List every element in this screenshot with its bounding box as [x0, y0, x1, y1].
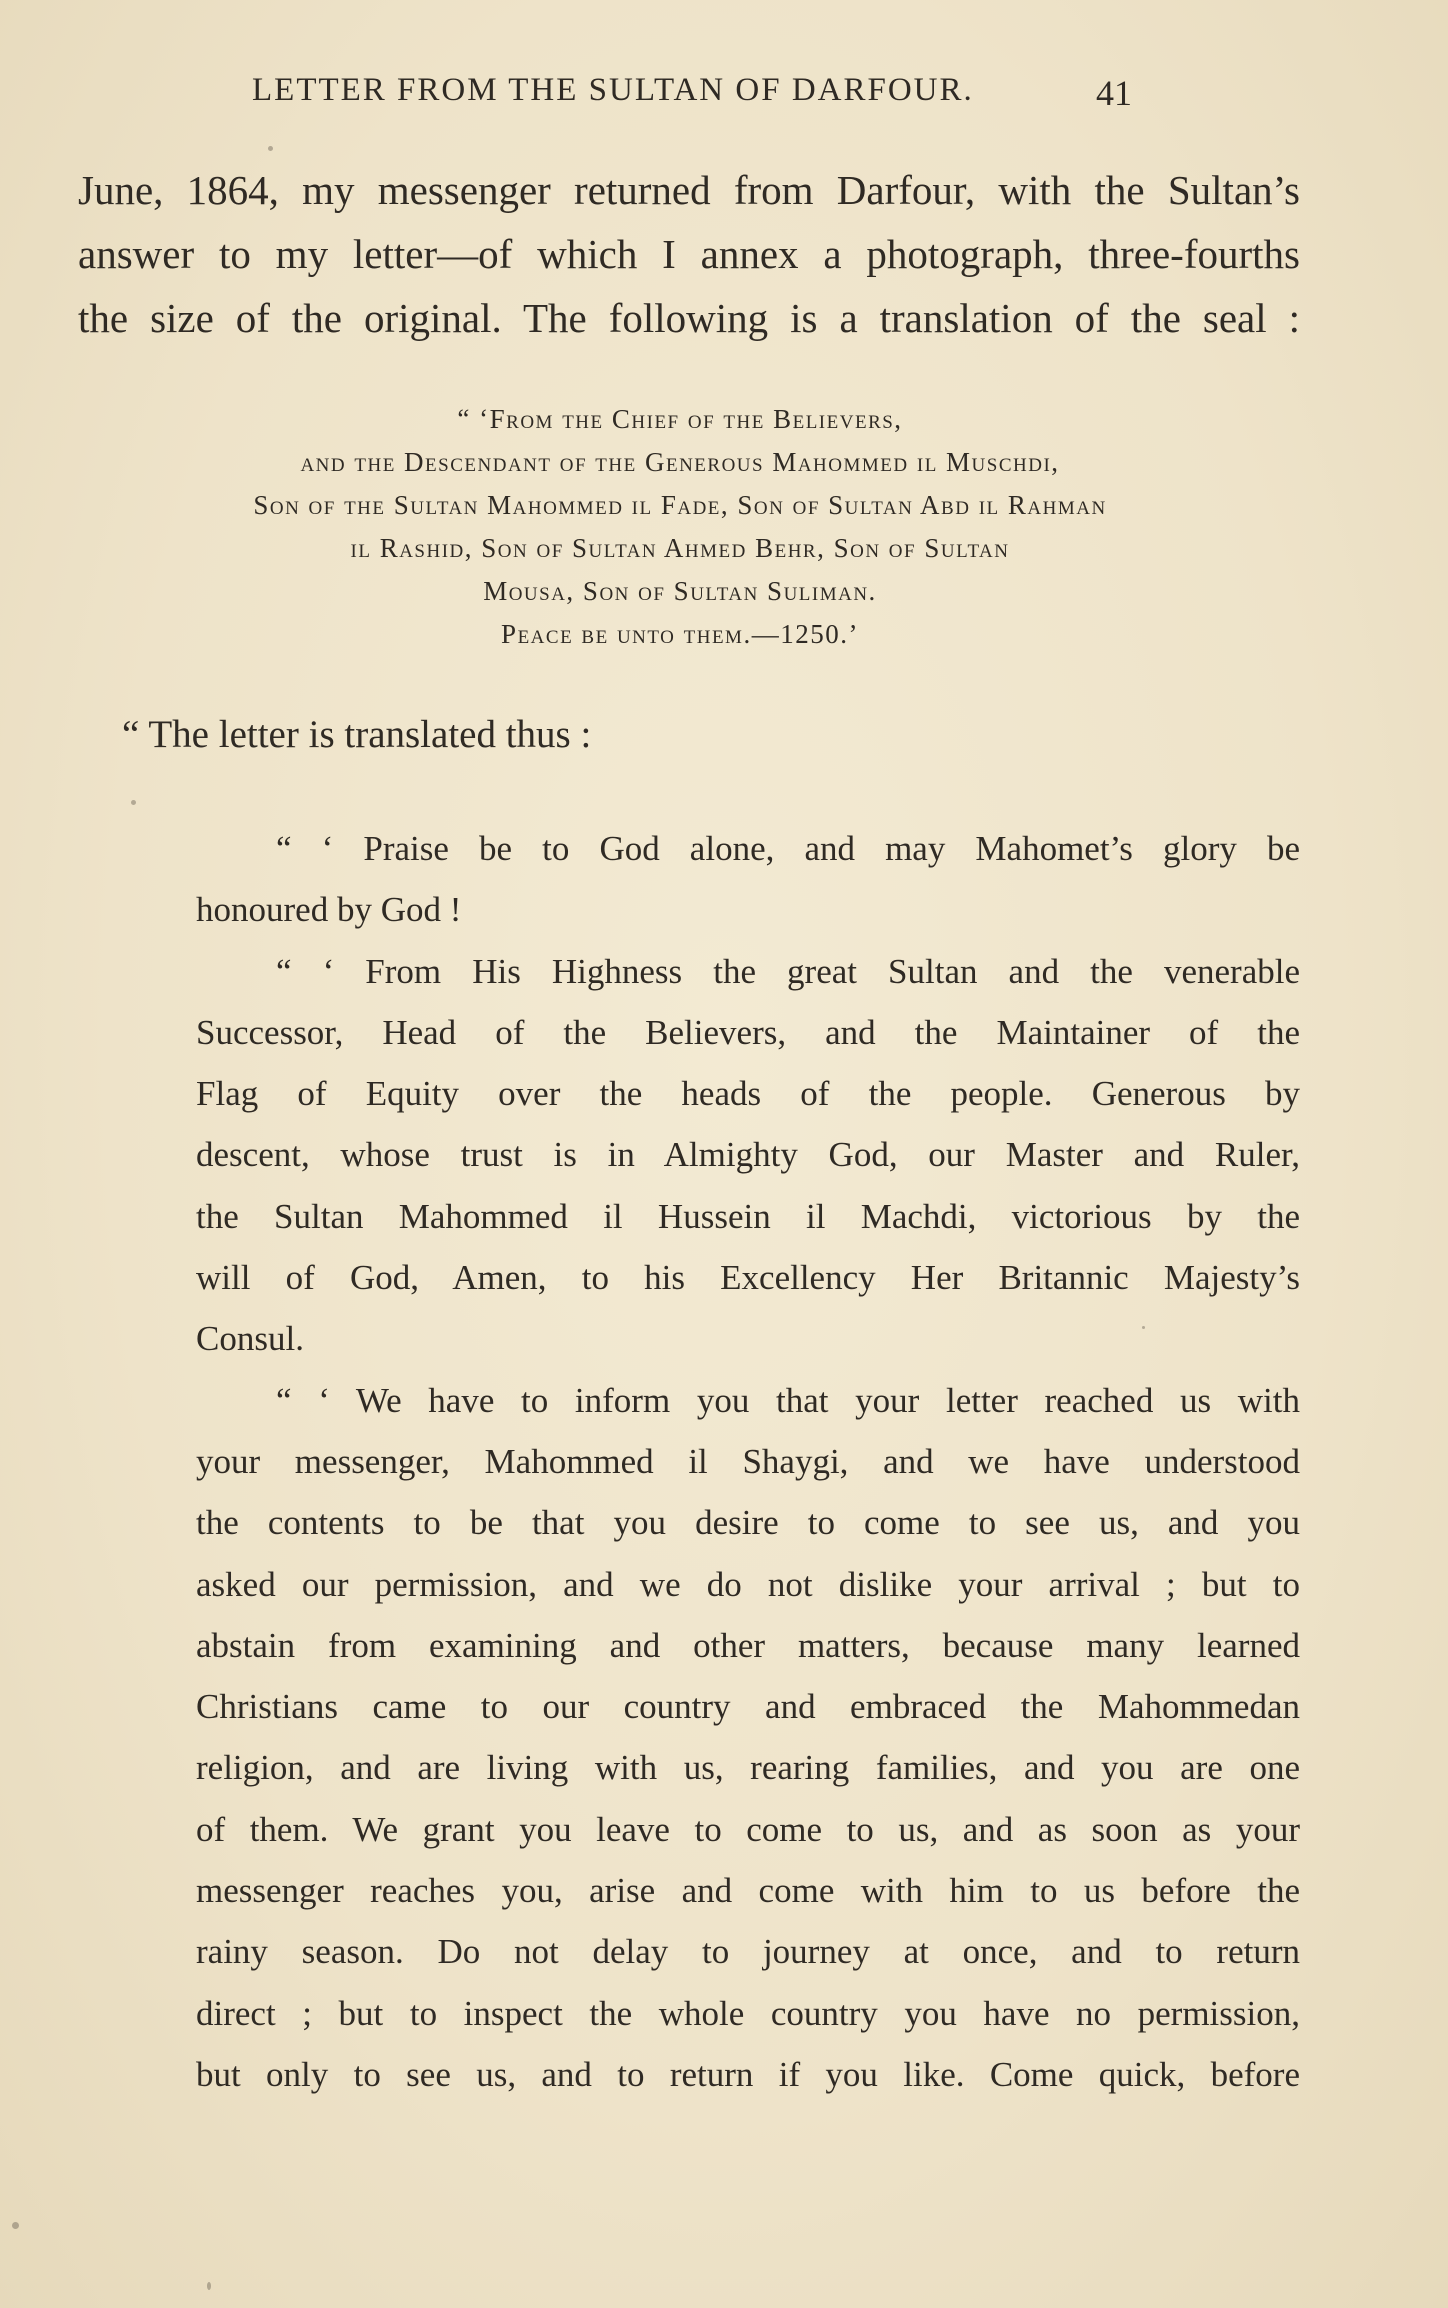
letter-line: Christians came to our country and embraced the Mahommedan: [196, 1687, 1300, 1727]
paper-speck: [207, 2282, 211, 2290]
seal-line: Mousa, Son of Sultan Suliman.: [483, 576, 877, 606]
letter-line: will of God, Amen, to his Excellency Her Britannic Majesty’s: [196, 1258, 1300, 1298]
seal-line: Son of the Sultan Mahommed il Fade, Son of Sultan Abd il Rahman: [253, 490, 1107, 520]
opening-paragraph-line-2: answer to my letter—of which I annex a photograph, three-fourths: [78, 231, 1300, 277]
letter-line: asked our permission, and we do not dislike your arrival ; but to: [196, 1564, 1300, 1604]
letter-line: of them. We grant you leave to come to us, and as soon as your: [196, 1809, 1300, 1849]
letter-line: rainy season. Do not delay to journey at once, and to return: [196, 1932, 1300, 1972]
seal-line: Peace be unto them.—1250.’: [501, 619, 859, 649]
page-number: 41: [1096, 73, 1132, 113]
letter-line: abstain from examining and other matters, because many learned: [196, 1625, 1300, 1665]
letter-line: the Sultan Mahommed il Hussein il Machdi, victorious by the: [196, 1196, 1300, 1236]
opening-paragraph-line-3: the size of the original. The following is a translation of the seal :: [78, 295, 1300, 341]
letter-line: “ ‘ We have to inform you that your letter reached us with: [276, 1380, 1300, 1420]
letter-line: “ ‘ From His Highness the great Sultan and the venerable: [276, 951, 1300, 991]
letter-line: descent, whose trust is in Almighty God, our Master and Ruler,: [196, 1135, 1300, 1175]
letter-line: Consul.: [196, 1319, 304, 1359]
letter-line: Flag of Equity over the heads of the people. Generous by: [196, 1074, 1300, 1114]
letter-line: “ ‘ Praise be to God alone, and may Mahomet’s glory be: [276, 829, 1300, 868]
letter-line: Successor, Head of the Believers, and the Maintainer of the: [196, 1012, 1300, 1052]
letter-line: messenger reaches you, arise and come with him to us before the: [196, 1871, 1300, 1911]
letter-intro: “ The letter is translated thus :: [122, 713, 592, 756]
paper-speck: [12, 2222, 19, 2229]
opening-paragraph-line-1: June, 1864, my messenger returned from Darfour, with the Sultan’s: [78, 167, 1300, 213]
running-head: [252, 72, 1132, 122]
running-title: LETTER FROM THE SULTAN OF DARFOUR.: [252, 72, 974, 108]
letter-line: direct ; but to inspect the whole country you have no permission,: [196, 1993, 1300, 2033]
seal-line: il Rashid, Son of Sultan Ahmed Behr, Son of Sultan: [350, 533, 1010, 563]
letter-line: honoured by God !: [196, 890, 462, 930]
paper-speck: [1142, 1326, 1145, 1329]
letter-line: the contents to be that you desire to come to see us, and you: [196, 1503, 1300, 1543]
seal-line: “ ‘From the Chief of the Believers,: [457, 404, 903, 434]
seal-line: and the Descendant of the Generous Mahommed il Muschdi,: [300, 447, 1060, 477]
letter-translation: [196, 818, 1300, 2105]
letter-line: religion, and are living with us, rearing families, and you are one: [196, 1748, 1300, 1788]
letter-line: but only to see us, and to return if you like. Come quick, before: [196, 2054, 1300, 2094]
paper-speck: [131, 800, 136, 805]
letter-line: your messenger, Mahommed il Shaygi, and we have understood: [196, 1441, 1300, 1481]
paper-speck: [268, 146, 273, 151]
seal-translation: [60, 398, 1300, 656]
